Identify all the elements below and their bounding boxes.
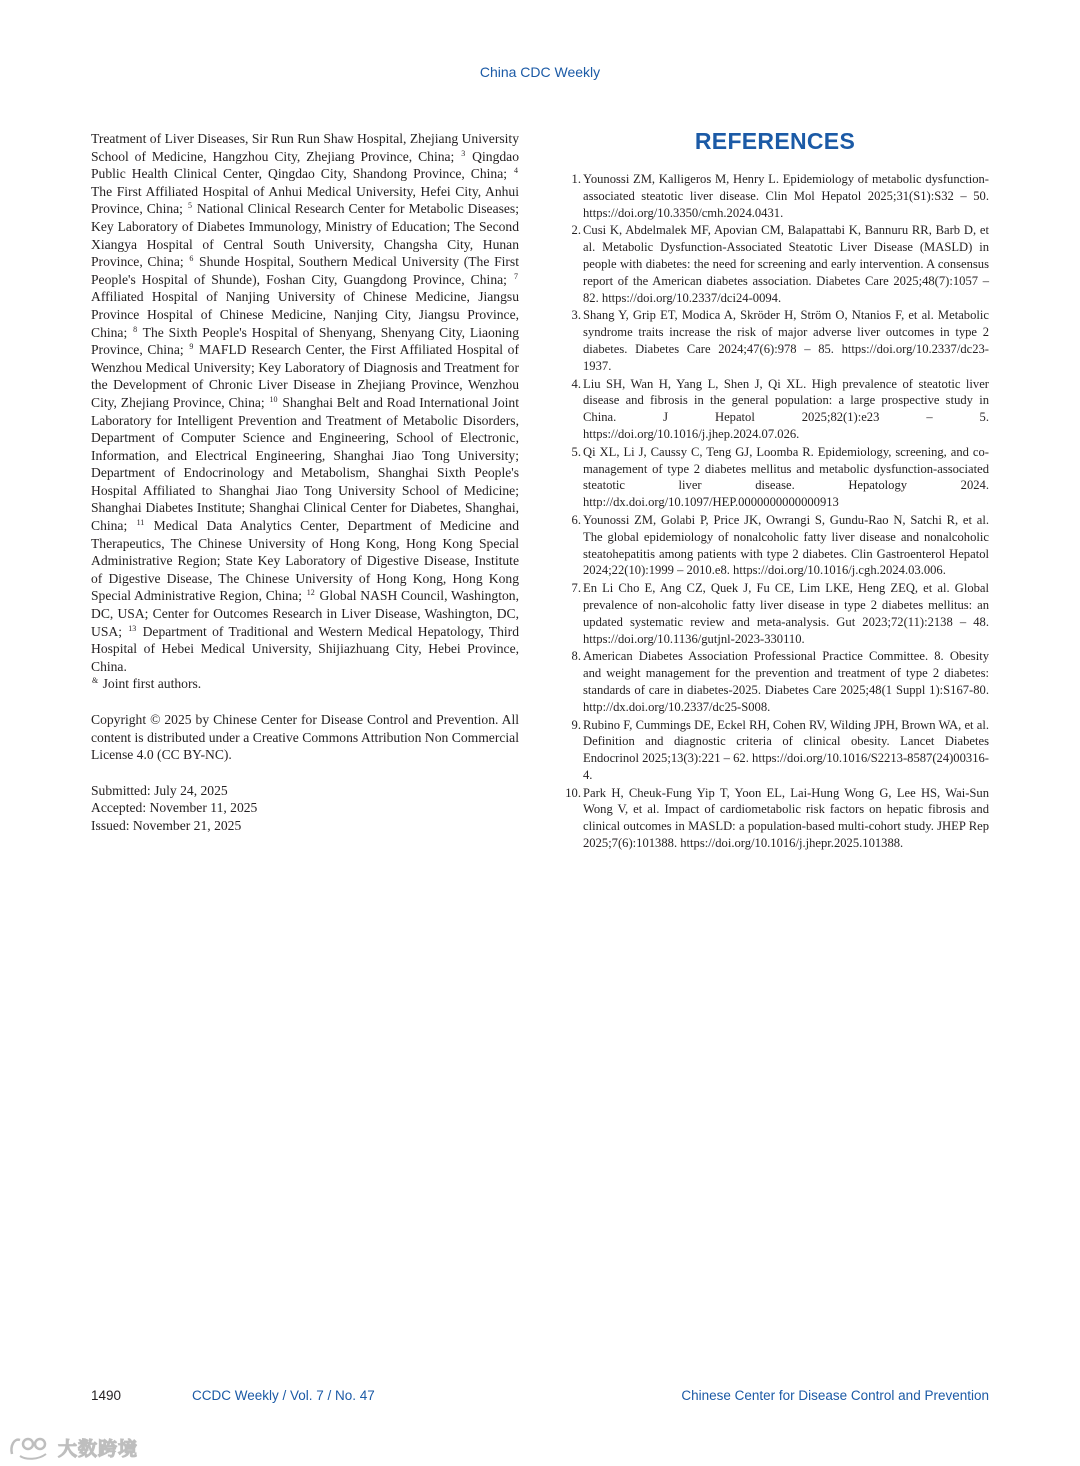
issued-date: Issued: November 21, 2025	[91, 817, 242, 833]
reference-number: 9.	[571, 717, 581, 732]
affiliations-paragraph	[91, 130, 519, 675]
copyright-notice: Copyright © 2025 by Chinese Center for Disease Control and Prevention. All content is distributed under a Creative Commons Attribution Non Commercial License 4.0 (CC BY-NC).	[91, 712, 519, 763]
affiliation: MAFLD Research Center, the First Affiliated Hospital of Wenzhou Medical University; Key Laboratory of Diagnosis and Treatment for the Development of Chronic Liver Disease in Zhejiang Province, Wenzhou City, Zhejiang Province, China;	[91, 342, 520, 410]
affiliation-number: 4	[514, 166, 518, 176]
reference-number: 8.	[571, 649, 581, 664]
running-header: China CDC Weekly	[479, 64, 601, 80]
affiliation-number: 11	[136, 518, 145, 528]
reference-item	[561, 222, 989, 306]
submitted-date: Submitted: July 24, 2025	[91, 782, 228, 798]
page-footer	[91, 1388, 989, 1406]
reference-number: 2.	[571, 223, 581, 238]
affiliation-number: 12	[306, 588, 315, 598]
watermark	[8, 1433, 138, 1461]
reference-text: Younossi ZM, Kalligeros M, Henry L. Epidemiology of metabolic dysfunction-associated steatotic liver disease. Clin Mol Hepatol 2025;31(S1):S32 – 50. https://doi.org/10.3350/cmh.2024.0431.	[583, 172, 989, 220]
affiliation: Affiliated Hospital of Nanjing University of Chinese Medicine, Jiangsu Province Hospital of Chinese Medicine, Nanjing City, Jiangsu Province, China;	[91, 289, 519, 340]
affiliation-number: 3	[461, 148, 466, 158]
reference-text: Liu SH, Wan H, Yang L, Shen J, Qi XL. High prevalence of steatotic liver disease and fibrosis in the general population: a large prospective study in China. J Hepatol 2025;82(1):e23 – 5. https://doi.org/10.1016/j.jhep.2024.07.026.	[583, 376, 989, 441]
footer-organization: Chinese Center for Disease Control and Prevention	[681, 1388, 989, 1403]
affiliation-number: 5	[187, 201, 192, 211]
affiliation: National Clinical Research Center for Metabolic Diseases; Key Laboratory of Diabetes Immunology, Ministry of Education; The Second Xiangya Hospital of Central South University, Changsha City, Hunan Province, China;	[91, 201, 519, 270]
joint-authors-mark: &	[92, 676, 99, 686]
reference-text: American Diabetes Association Professional Practice Committee. 8. Obesity and weight management for the prevention and treatment of type 2 diabetes: standards of care in diabetes-2025. Diabetes Care 2025;48(1 Suppl 1):S167-80. http://dx.doi.org/10.2337/dc25-S008.	[583, 649, 989, 714]
reference-number: 4.	[571, 376, 581, 391]
references-title: REFERENCES	[694, 128, 856, 154]
page-number: 1490	[91, 1388, 122, 1403]
watermark-text: 大数跨境	[58, 1437, 139, 1460]
reference-number: 1.	[571, 172, 581, 186]
affiliation: Department of Traditional and Western Medical Hepatology, Third Hospital of Hebei Medical University, Shijiazhuang City, Hebei Province, China.	[91, 623, 519, 674]
reference-item	[561, 307, 989, 374]
affiliation: Qingdao Public Health Clinical Center, Qingdao City, Shandong Province, China;	[91, 148, 519, 182]
affiliation: Treatment of Liver Diseases, Sir Run Run Shaw Hospital, Zhejiang University School of Medicine, Hangzhou City, Zhejiang Province, China;	[91, 131, 519, 164]
affiliation-number: 9	[189, 342, 194, 352]
reference-text: Shang Y, Grip ET, Modica A, Skröder H, Ström O, Ntanios F, et al. Metabolic syndrome traits increase the risk of major adverse liver outcomes in type 2 diabetes. Diabetes Care 2024;47(6):978 – 85. https://doi.org/10.2337/dc23-1937.	[583, 308, 989, 373]
reference-item	[561, 444, 989, 511]
reference-text: Rubino F, Cummings DE, Eckel RH, Cohen RV, Wilding JPH, Brown WA, et al. Definition and diagnostic criteria of clinical obesity. Lancet Diabetes Endocrinol 2025;13(3):221 – 62. https://doi.org/10.1016/S2213-8587(24)00316-4.	[583, 717, 989, 782]
references-column	[561, 128, 989, 853]
affiliation-number: 10	[269, 394, 278, 404]
affiliation: Shanghai Belt and Road International Joint Laboratory for Intelligent Prevention and Treatment of Metabolic Disorders, Department of Computer Science and Engineering, School of Electronic, Information, and Electrical Engineering, Shanghai Jiao Tong University; Department of Endocrinology and Metabolism, Shanghai Sixth People's Hospital Affiliated to Shanghai Jiao Tong University School of Medicine; Shanghai Diabetes Institute; Shanghai Clinical Center for Diabetes, Shanghai, China;	[91, 394, 519, 534]
reference-list	[561, 171, 989, 852]
reference-number: 6.	[571, 512, 581, 527]
volume-info: CCDC Weekly / Vol. 7 / No. 47	[192, 1388, 375, 1403]
reference-item	[561, 512, 989, 579]
affiliation: Shunde Hospital, Southern Medical University (The First People's Hospital of Shunde), Foshan City, Guangdong Province, China;	[91, 254, 519, 287]
reference-item	[561, 580, 989, 647]
affiliation: The First Affiliated Hospital of Anhui Medical University, Hefei City, Anhui Province, China;	[91, 183, 519, 217]
reference-item	[561, 648, 989, 715]
affiliation: The Sixth People's Hospital of Shenyang, Shenyang City, Liaoning Province, China;	[91, 324, 519, 358]
reference-number: 3.	[571, 308, 581, 323]
reference-item	[561, 717, 989, 784]
reference-number: 10.	[565, 785, 581, 800]
accepted-date: Accepted: November 11, 2025	[91, 800, 258, 816]
reference-item	[561, 376, 989, 443]
affiliation: Global NASH Council, Washington, DC, USA; Center for Outcomes Research in Liver Disease, Washington, DC, USA;	[91, 588, 519, 639]
joint-authors-note	[91, 675, 519, 693]
affiliation-number: 8	[133, 324, 138, 334]
affiliation-number: 7	[514, 271, 518, 281]
reference-item	[561, 785, 989, 852]
reference-text: Cusi K, Abdelmalek MF, Apovian CM, Balapattabi K, Bannuru RR, Barb D, et al. Metabolic Dysfunction-Associated Steatotic Liver Disease (MASLD) in people with diabetes: the need for screening and early intervention. A consensus report of the American diabetes association. Diabetes Care 2025;48(7):1057 – 82. https://doi.org/10.2337/dci24-0094.	[583, 223, 989, 305]
reference-number: 5.	[571, 444, 581, 459]
article-dates	[91, 782, 519, 835]
reference-text: Qi XL, Li J, Caussy C, Teng GJ, Loomba R. Epidemiology, screening, and co-management of type 2 diabetes mellitus and metabolic dysfunction-associated steatotic liver disease. Hepatology 2024. http://dx.doi.org/10.1097/HEP.0000000000000913	[583, 444, 989, 510]
reference-text: Younossi ZM, Golabi P, Price JK, Owrangi S, Gundu-Rao N, Satchi R, et al. The global epidemiology of nonalcoholic fatty liver disease and nonalcoholic steatohepatitis among patients with type 2 diabetes. Clin Gastroenterol Hepatol 2024;22(10):1999 – 2010.e8. https://doi.org/10.1016/j.cgh.2024.03.006.	[583, 512, 989, 578]
watermark-logo-icon	[8, 1434, 52, 1460]
affiliation-number: 6	[189, 254, 194, 264]
affiliation-number: 13	[128, 623, 137, 633]
reference-text: Park H, Cheuk-Fung Yip T, Yoon EL, Lai-Hung Wong G, Lee HS, Wai-Sun Wong V, et al. Impact of cardiometabolic risk factors on hepatic fibrosis and clinical outcomes in MASLD: a population-based multi-cohort study. JHEP Rep 2025;7(6):101388. https://doi.org/10.1016/j.jhepr.2025.101388.	[583, 785, 989, 851]
joint-authors-text: Joint first authors.	[99, 676, 202, 692]
reference-item	[561, 171, 989, 221]
reference-number: 7.	[571, 581, 581, 596]
affiliations-column	[91, 130, 519, 835]
reference-text: En Li Cho E, Ang CZ, Quek J, Fu CE, Lim LKE, Heng ZEQ, et al. Global prevalence of non-alcoholic fatty liver disease in type 2 diabetes mellitus: an updated systematic review and meta-analysis. Gut 2023;72(11):2138 – 48. https://doi.org/10.1136/gutjnl-2023-330110.	[583, 581, 989, 646]
affiliation: Medical Data Analytics Center, Department of Medicine and Therapeutics, The Chinese University of Hong Kong, Hong Kong Special Administrative Region; State Key Laboratory of Digestive Disease, Institute of Digestive Disease, The Chinese University of Hong Kong, Hong Kong Special Administrative Region, China;	[91, 518, 519, 604]
